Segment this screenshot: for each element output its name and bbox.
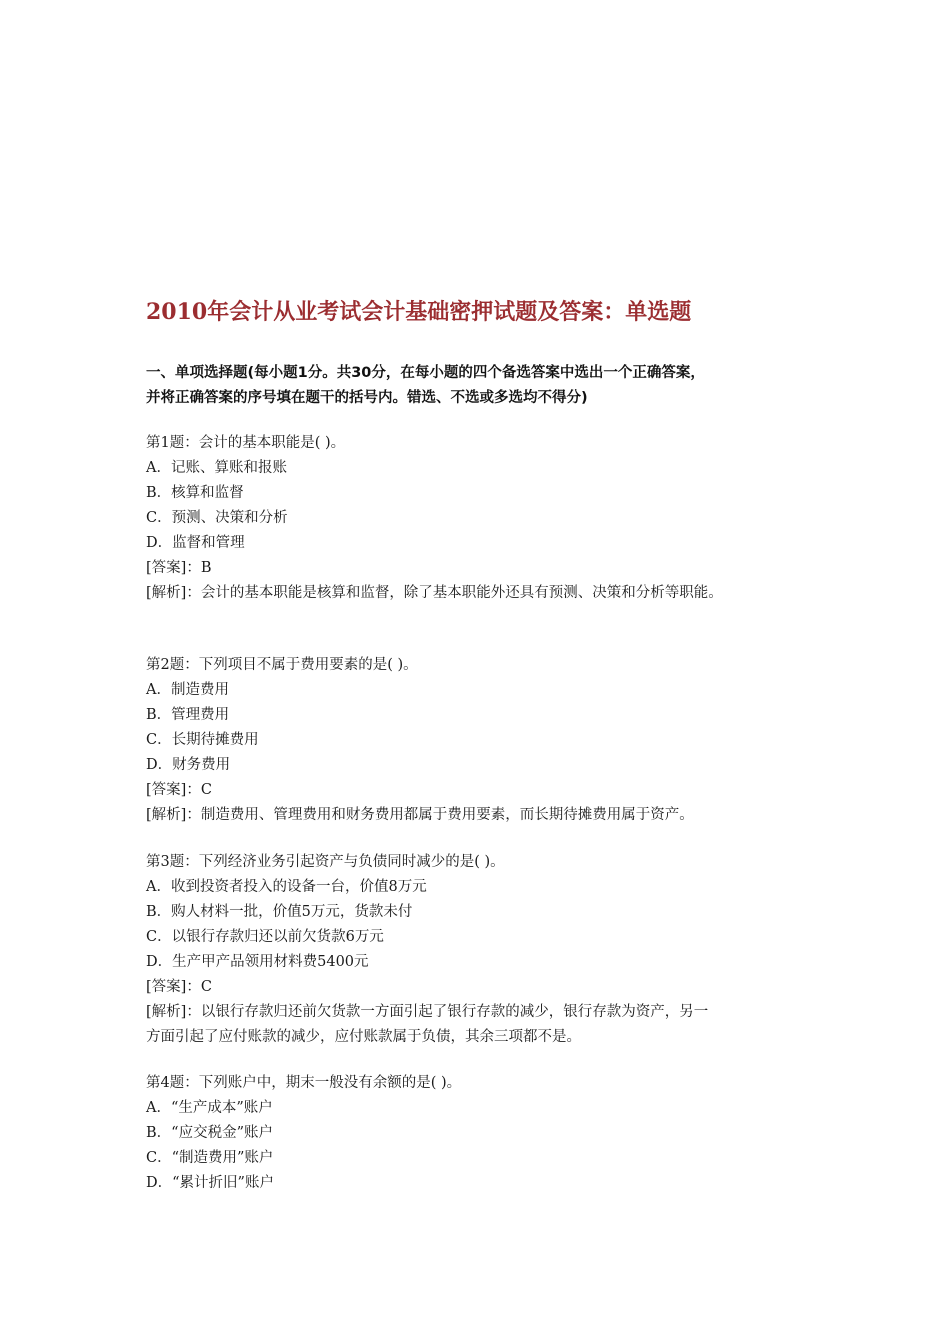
question-stem: 第2题：下列项目不属于费用要素的是( )。 — [146, 657, 418, 673]
option-b: B．购人材料一批，价值5万元，货款未付 — [146, 904, 413, 920]
question-stem: 第3题：下列经济业务引起资产与负债同时减少的是( )。 — [146, 854, 505, 870]
analysis: [解析]：会计的基本职能是核算和监督，除了基本职能外还具有预测、决策和分析等职能。 — [146, 585, 723, 601]
analysis-continued: 方面引起了应付账款的减少，应付账款属于负债，其余三项都不是。 — [146, 1029, 581, 1045]
option-c: C．以银行存款归还以前欠货款6万元 — [146, 929, 384, 945]
option-c: C．“制造费用”账户 — [146, 1150, 274, 1166]
option-b: B．“应交税金”账户 — [146, 1125, 273, 1141]
question-stem: 第1题：会计的基本职能是( )。 — [146, 435, 346, 451]
instructions-line: 一、单项选择题(每小题1分。共30分，在每小题的四个备选答案中选出一个正确答案， — [146, 365, 705, 381]
option-a: A．“生产成本”账户 — [146, 1100, 273, 1116]
question-2 — [146, 653, 826, 828]
option-d: D．“累计折旧”账户 — [146, 1175, 274, 1191]
option-b: B．管理费用 — [146, 707, 230, 723]
document-title: 2010年会计从业考试会计基础密押试题及答案：单选题 — [146, 299, 692, 325]
option-b: B．核算和监督 — [146, 485, 244, 501]
answer: [答案]：C — [146, 979, 212, 995]
option-a: A．制造费用 — [146, 682, 229, 698]
question-4 — [146, 1071, 826, 1196]
option-d: D．监督和管理 — [146, 535, 245, 551]
option-a: A．收到投资者投入的设备一台，价值8万元 — [146, 879, 427, 895]
question-stem: 第4题：下列账户中，期末一般没有余额的是( )。 — [146, 1075, 462, 1091]
answer: [答案]：C — [146, 782, 212, 798]
section-instructions — [146, 361, 826, 411]
instructions-line: 并将正确答案的序号填在题干的括号内。错选、不选或多选均不得分) — [146, 390, 588, 406]
analysis: [解析]：制造费用、管理费用和财务费用都属于费用要素，而长期待摊费用属于资产。 — [146, 807, 694, 823]
question-3 — [146, 850, 826, 1050]
question-1 — [146, 431, 826, 606]
answer: [答案]：B — [146, 560, 212, 576]
analysis: [解析]：以银行存款归还前欠货款一方面引起了银行存款的减少，银行存款为资产，另一 — [146, 1004, 709, 1020]
option-c: C．长期待摊费用 — [146, 732, 259, 748]
option-c: C．预测、决策和分析 — [146, 510, 288, 526]
option-a: A．记账、算账和报账 — [146, 460, 287, 476]
option-d: D．生产甲产品领用材料费5400元 — [146, 954, 369, 970]
option-d: D．财务费用 — [146, 757, 231, 773]
